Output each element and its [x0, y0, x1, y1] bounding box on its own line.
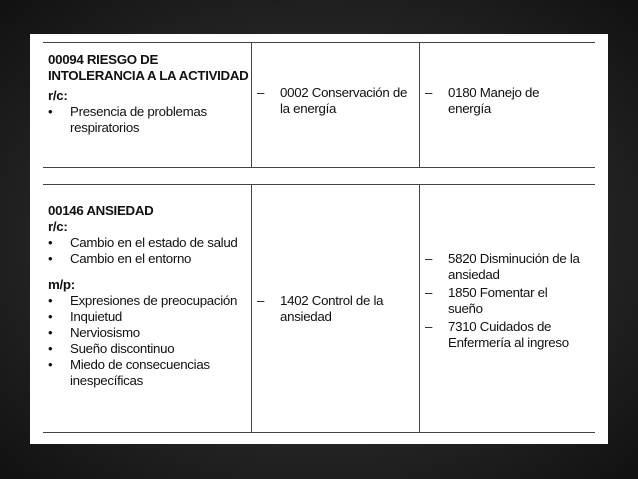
list-item: – 5820 Disminución de la ansiedad: [425, 251, 580, 282]
col-divider: [419, 184, 420, 432]
row1-diagnosis-cell: [48, 52, 253, 136]
diagnosis-title: 00146 ANSIEDAD: [48, 203, 154, 218]
dash-icon: –: [425, 319, 433, 334]
list-item: • Cambio en el entorno: [48, 251, 192, 266]
table-border-row2-top: [43, 184, 595, 185]
row2-noc-cell: – 1402 Control de la ansiedad: [257, 293, 384, 324]
bullet-icon: •: [48, 235, 53, 250]
list-item: – 7310 Cuidados de Enfermería al ingreso: [425, 319, 569, 350]
slide: [30, 34, 608, 444]
dash-icon: –: [425, 251, 433, 266]
bullet-icon: •: [48, 357, 53, 372]
table-border-row1-bottom: [43, 167, 595, 168]
col-divider: [419, 42, 420, 167]
bullet-icon: •: [48, 325, 53, 340]
dash-icon: –: [257, 293, 265, 308]
rc-list: [48, 104, 253, 136]
list-item: • Cambio en el estado de salud: [48, 235, 238, 250]
row2-nic-cell: [425, 251, 593, 351]
list-item: • Nerviosismo: [48, 325, 140, 340]
row1-noc-cell: – 0002 Conservación de la energía: [257, 85, 408, 116]
table-border-top: [43, 42, 595, 43]
rc-list: [48, 235, 253, 267]
bullet-icon: •: [48, 341, 53, 356]
dash-icon: –: [257, 85, 265, 100]
row2-diagnosis-cell: [48, 203, 253, 389]
list-item: • Miedo de consecuencias inespecíficas: [48, 357, 210, 388]
row1-nic-cell: – 0180 Manejo de energía: [425, 85, 540, 116]
bullet-icon: •: [48, 309, 53, 324]
dash-icon: –: [425, 85, 433, 100]
list-item: • Inquietud: [48, 309, 123, 324]
diagnosis-title: 00094 RIESGO DE INTOLERANCIA A LA ACTIVIDAD: [48, 52, 249, 83]
list-item: • Sueño discontinuo: [48, 341, 175, 356]
rc-label: r/c:: [48, 219, 68, 234]
dash-icon: –: [425, 285, 433, 300]
table-border-bottom: [43, 432, 595, 433]
care-plan-table: [43, 34, 595, 444]
bullet-icon: •: [48, 104, 53, 119]
mp-list: [48, 293, 253, 389]
mp-label: m/p:: [48, 277, 75, 292]
list-item: • Expresiones de preocupación: [48, 293, 238, 308]
bullet-icon: •: [48, 251, 53, 266]
list-item: • Presencia de problemas respiratorios: [48, 104, 207, 135]
list-item: – 1850 Fomentar el sueño: [425, 285, 548, 316]
bullet-icon: •: [48, 293, 53, 308]
rc-label: r/c:: [48, 88, 68, 103]
